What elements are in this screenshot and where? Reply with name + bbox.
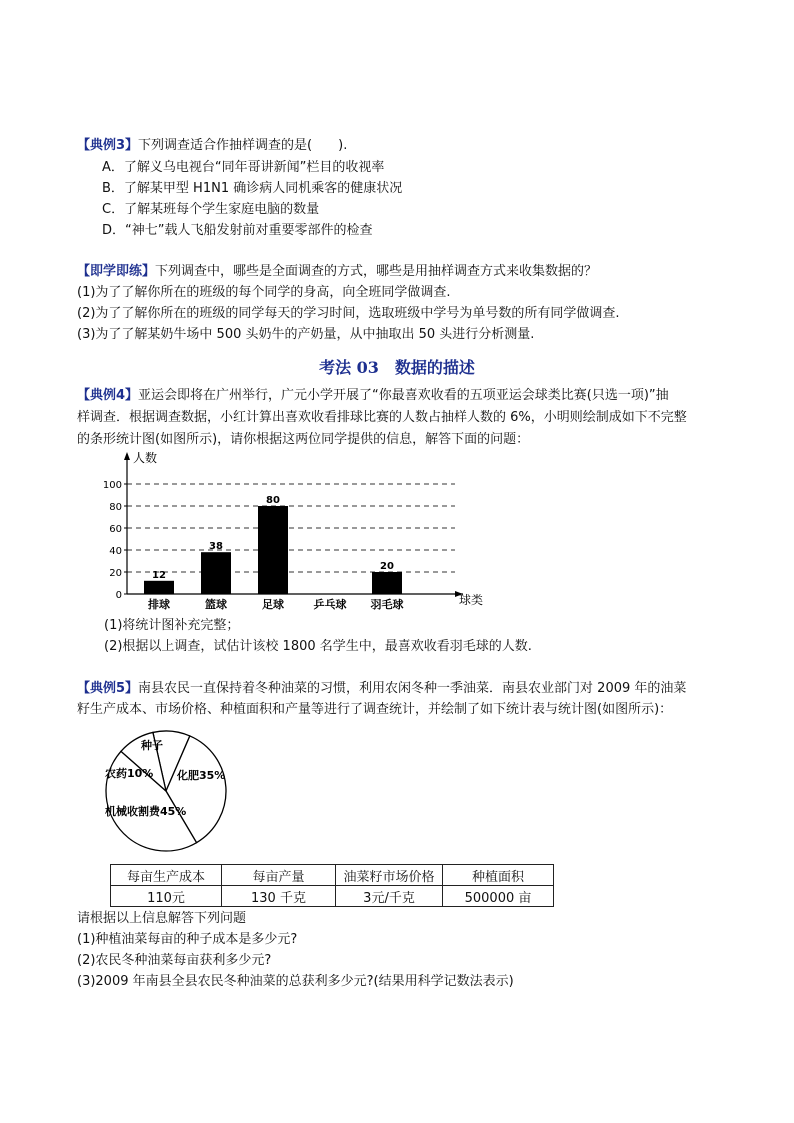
example-3-option-b: B．了解某甲型 H1N1 确诊病人同机乘客的健康状况 [102, 181, 403, 196]
data-label: 12 [152, 569, 166, 581]
y-tick-label: 0 [115, 590, 122, 601]
practice-question [77, 263, 597, 281]
y-axis-label: 人数 [133, 451, 158, 465]
example-5-line-1 [77, 680, 686, 698]
table-row [111, 886, 554, 907]
practice-item-2: (2)为了了解你所在的班级的同学每天的学习时间，选取班级中学号为单号数的所有同学做调查. [77, 306, 620, 321]
example-4-line-3: 的条形统计图(如图所示)，请你根据这两位同学提供的信息，解答下面的问题： [77, 432, 530, 447]
pie-label: 农药10% [105, 767, 154, 780]
bar-2 [201, 552, 231, 594]
example-5-prompt: 请根据以上信息解答下列问题 [77, 911, 247, 926]
section-title: 考法 03 数据的描述 [319, 358, 475, 377]
y-tick-label: 40 [109, 546, 122, 557]
category-label: 羽毛球 [370, 598, 404, 611]
data-label: 80 [266, 495, 280, 506]
pie-chart [95, 725, 245, 865]
table-header-cell: 每亩生产成本 [111, 865, 222, 886]
example-4-line-2: 样调查．根据调查数据，小红计算出喜欢收看排球比赛的人数占抽样人数的 6%，小明则绘制成如下不完整 [77, 410, 687, 425]
y-axis-arrow [124, 452, 130, 460]
table-cell: 500000 亩 [443, 886, 554, 907]
table-header-row [111, 865, 554, 886]
example-5-question-3: (3)2009 年南县全县农民冬种油菜的总获利多少元?(结果用科学记数法表示) [77, 974, 514, 989]
pie-label: 机械收割费45% [105, 805, 187, 818]
table-cell: 130 千克 [222, 886, 336, 907]
example-4-question-1: (1)将统计图补充完整； [104, 618, 240, 633]
bar-5 [372, 572, 402, 594]
y-tick-label: 100 [102, 480, 122, 491]
table-cell: 3元/千克 [336, 886, 443, 907]
example-3-text: 下列调查适合作抽样调查的是( ). [138, 138, 348, 153]
example-5-question-1: (1)种植油菜每亩的种子成本是多少元? [77, 932, 298, 947]
example-5-line-2: 籽生产成本、市场价格、种植面积和产量等进行了调查统计，并绘制了如下统计表与统计图(如图所示)： [77, 702, 673, 717]
y-tick-label: 80 [109, 502, 122, 513]
bar-3 [258, 506, 288, 594]
x-axis-label: 球类 [459, 593, 484, 607]
practice-item-3: (3)为了了解某奶牛场中 500 头奶牛的产奶量，从中抽取出 50 头进行分析测量. [77, 327, 535, 342]
y-tick-label: 20 [109, 568, 122, 579]
practice-text: 下列调查中，哪些是全面调查的方式，哪些是用抽样调查方式来收集数据的？ [155, 264, 598, 279]
example-3-tag: 【典例3】 [77, 138, 139, 153]
example-3-option-c: C．了解某班每个学生家庭电脑的数量 [102, 202, 320, 217]
bar-chart [95, 446, 505, 614]
example-4-tag: 【典例4】 [77, 388, 139, 403]
table-header-cell: 种植面积 [443, 865, 554, 886]
table-cell: 110元 [111, 886, 222, 907]
table-header-cell: 每亩产量 [222, 865, 336, 886]
example-3-question [77, 137, 347, 155]
data-label: 38 [209, 541, 223, 553]
practice-tag: 【即学即练】 [77, 264, 156, 279]
pie-label: 种子 [141, 739, 163, 752]
example-4-line-1 [77, 387, 669, 405]
category-label: 足球 [262, 598, 284, 611]
table-header-cell: 油菜籽市场价格 [336, 865, 443, 886]
category-label: 排球 [148, 598, 170, 611]
stats-table [110, 864, 554, 907]
y-tick-label: 60 [109, 524, 122, 535]
example-3-option-d: D．“神七”载人飞船发射前对重要零部件的检查 [102, 223, 373, 238]
data-label: 20 [380, 561, 394, 572]
bar-1 [144, 581, 174, 594]
practice-item-1: (1)为了了解你所在的班级的每个同学的身高，向全班同学做调查. [77, 285, 451, 300]
example-5-tag: 【典例5】 [77, 681, 139, 696]
example-4-question-2: (2)根据以上调查，试估计该校 1800 名学生中，最喜欢收看羽毛球的人数. [104, 639, 532, 654]
pie-label: 化肥35% [177, 769, 226, 782]
example-3-option-a: A．了解义乌电视台“同年哥讲新闻”栏目的收视率 [102, 160, 385, 175]
category-label: 乒乓球 [313, 598, 347, 611]
example-4-text-1: 亚运会即将在广州举行，广元小学开展了“你最喜欢收看的五项亚运会球类比赛(只选一项)”抽 [138, 388, 669, 403]
category-label: 篮球 [205, 598, 227, 611]
example-5-text-1: 南县农民一直保持着冬种油菜的习惯，利用农闲冬种一季油菜．南县农业部门对 2009 年的油菜 [138, 681, 687, 696]
example-5-question-2: (2)农民冬种油菜每亩获利多少元? [77, 953, 272, 968]
